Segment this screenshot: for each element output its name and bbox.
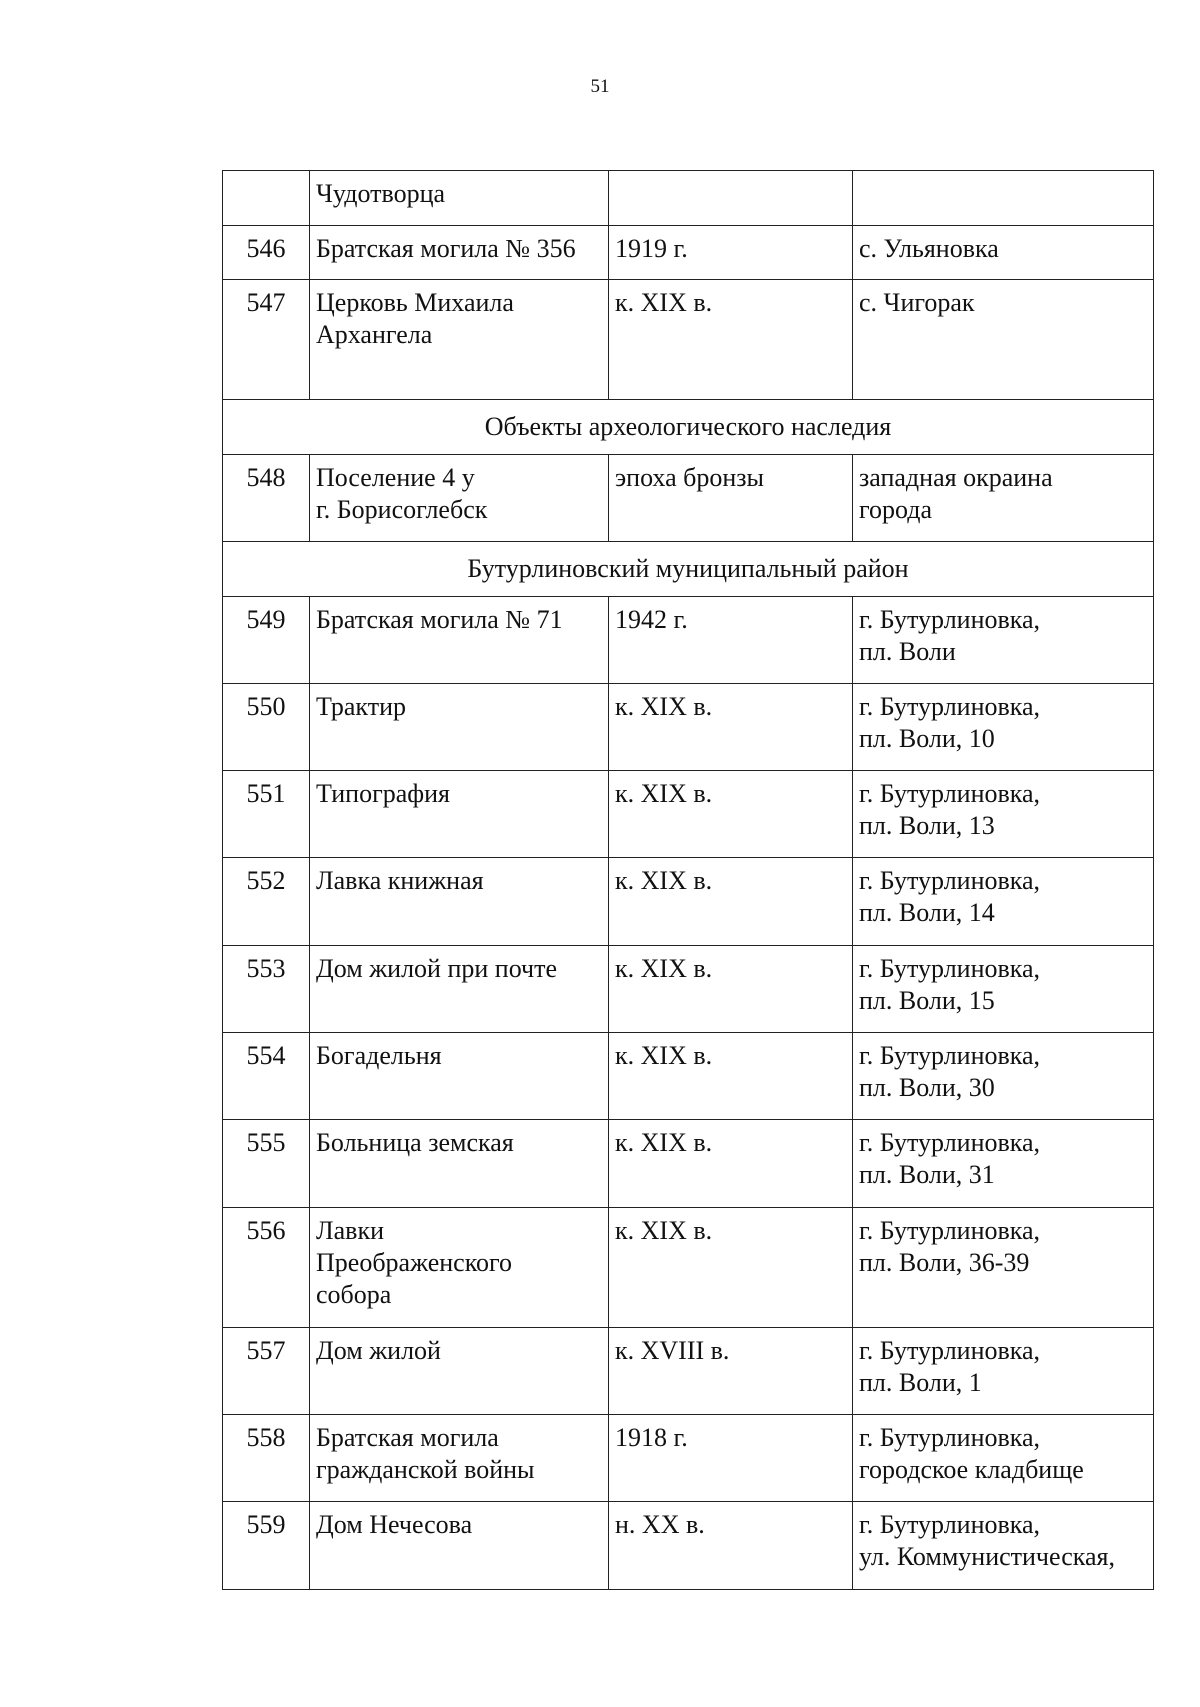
entry-number: 555 — [246, 1128, 286, 1157]
entry-number-cell — [223, 455, 310, 542]
object-date: к. XIX в. — [615, 692, 713, 721]
object-name-cell — [310, 1502, 609, 1590]
object-date-cell — [609, 1033, 853, 1120]
object-date-cell — [609, 1328, 853, 1415]
table-row — [223, 171, 1154, 226]
object-date-cell — [609, 1502, 853, 1590]
object-name: Дом Нечесова — [316, 1510, 473, 1539]
object-location-cell — [853, 280, 1154, 400]
object-name-cell — [310, 1208, 609, 1328]
object-name-cell — [310, 455, 609, 542]
entry-number: 556 — [246, 1216, 286, 1245]
object-name-cell — [310, 597, 609, 684]
section-heading-row — [223, 542, 1154, 597]
entry-number: 553 — [246, 954, 286, 983]
object-name: Больница земская — [316, 1128, 514, 1157]
section-title: Объекты археологического наследия — [223, 400, 1154, 455]
object-location: г. Бутурлиновка, пл. Воли, 30 — [859, 1041, 1041, 1102]
object-name: Дом жилой при почте — [316, 954, 558, 983]
table-row — [223, 1033, 1154, 1120]
object-location: г. Бутурлиновка, пл. Воли, 36-39 — [859, 1216, 1041, 1277]
object-date: к. XIX в. — [615, 779, 713, 808]
object-location: г. Бутурлиновка, пл. Воли, 15 — [859, 954, 1041, 1015]
entry-number: 549 — [246, 605, 286, 634]
entry-number: 552 — [246, 866, 286, 895]
object-name-cell — [310, 684, 609, 771]
object-date-cell — [609, 280, 853, 400]
entry-number: 547 — [246, 288, 286, 317]
object-date-cell — [609, 858, 853, 946]
registry-body — [223, 171, 1154, 1590]
object-location: г. Бутурлиновка, городское кладбище — [859, 1423, 1084, 1484]
entry-number-cell — [223, 858, 310, 946]
entry-number-cell — [223, 946, 310, 1033]
table-row — [223, 597, 1154, 684]
table-row — [223, 858, 1154, 946]
object-date: к. XIX в. — [615, 1041, 713, 1070]
object-location-cell — [853, 771, 1154, 858]
object-location-cell — [853, 1502, 1154, 1590]
entry-number-cell — [223, 1415, 310, 1502]
object-name: Лавки Преображенского собора — [316, 1216, 513, 1309]
entry-number-cell — [223, 171, 310, 226]
table-row — [223, 1120, 1154, 1208]
object-date-cell — [609, 684, 853, 771]
object-date: 1918 г. — [615, 1423, 688, 1452]
entry-number: 546 — [246, 234, 286, 263]
object-name-cell — [310, 1120, 609, 1208]
table-row — [223, 455, 1154, 542]
object-name: Братская могила № 71 — [316, 605, 563, 634]
object-location: с. Ульяновка — [859, 234, 999, 263]
object-date: к. XIX в. — [615, 1128, 713, 1157]
entry-number-cell — [223, 597, 310, 684]
object-location: г. Бутурлиновка, пл. Воли, 1 — [859, 1336, 1041, 1397]
entry-number: 557 — [246, 1336, 286, 1365]
object-name: Церковь Михаила Архангела — [316, 288, 514, 349]
object-location-cell — [853, 1328, 1154, 1415]
object-name-cell — [310, 226, 609, 280]
entry-number: 551 — [246, 779, 286, 808]
object-name-cell — [310, 1328, 609, 1415]
heritage-registry-table — [222, 170, 1154, 1590]
object-location: г. Бутурлиновка, пл. Воли, 31 — [859, 1128, 1041, 1189]
entry-number: 548 — [246, 463, 286, 492]
object-date: н. XX в. — [615, 1510, 705, 1539]
table-row — [223, 1208, 1154, 1328]
object-location: г. Бутурлиновка, пл. Воли, 14 — [859, 866, 1041, 927]
entry-number-cell — [223, 771, 310, 858]
object-location-cell — [853, 1033, 1154, 1120]
object-name: Лавка книжная — [316, 866, 484, 895]
entry-number-cell — [223, 1502, 310, 1590]
object-name-cell — [310, 1415, 609, 1502]
object-name: Братская могила № 356 — [316, 234, 576, 263]
object-name-cell — [310, 1033, 609, 1120]
object-date-cell — [609, 171, 853, 226]
object-location-cell — [853, 455, 1154, 542]
object-date: к. XVIII в. — [615, 1336, 730, 1365]
object-location-cell — [853, 171, 1154, 226]
entry-number-cell — [223, 1328, 310, 1415]
object-name-cell — [310, 858, 609, 946]
entry-number-cell — [223, 1208, 310, 1328]
object-name-cell — [310, 171, 609, 226]
object-location: г. Бутурлиновка, пл. Воли — [859, 605, 1041, 666]
object-name: Чудотворца — [316, 179, 446, 208]
table-row — [223, 771, 1154, 858]
table-row — [223, 1502, 1154, 1590]
object-date-cell — [609, 1208, 853, 1328]
object-location: г. Бутурлиновка, пл. Воли, 13 — [859, 779, 1041, 840]
object-name: Дом жилой — [316, 1336, 441, 1365]
object-date: 1919 г. — [615, 234, 688, 263]
table-row — [223, 1328, 1154, 1415]
object-location: с. Чигорак — [859, 288, 975, 317]
entry-number: 558 — [246, 1423, 286, 1452]
object-date: к. XIX в. — [615, 866, 713, 895]
section-heading-row — [223, 400, 1154, 455]
object-date-cell — [609, 455, 853, 542]
object-location-cell — [853, 226, 1154, 280]
table-row — [223, 684, 1154, 771]
entry-number-cell — [223, 226, 310, 280]
object-date-cell — [609, 597, 853, 684]
object-name: Трактир — [316, 692, 406, 721]
object-date: эпоха бронзы — [615, 463, 765, 492]
entry-number: 554 — [246, 1041, 286, 1070]
object-location: западная окраина города — [859, 463, 1053, 524]
entry-number-cell — [223, 684, 310, 771]
object-location: г. Бутурлиновка, пл. Воли, 10 — [859, 692, 1041, 753]
object-date-cell — [609, 1415, 853, 1502]
object-location-cell — [853, 1120, 1154, 1208]
object-name-cell — [310, 946, 609, 1033]
object-name-cell — [310, 280, 609, 400]
object-date-cell — [609, 226, 853, 280]
entry-number-cell — [223, 1120, 310, 1208]
object-name: Богадельня — [316, 1041, 442, 1070]
object-name: Поселение 4 у г. Борисоглебск — [316, 463, 488, 524]
object-date-cell — [609, 1120, 853, 1208]
object-location-cell — [853, 684, 1154, 771]
object-location: г. Бутурлиновка, ул. Коммунистическая, — [859, 1510, 1115, 1571]
entry-number-cell — [223, 1033, 310, 1120]
entry-number-cell — [223, 280, 310, 400]
object-location-cell — [853, 1208, 1154, 1328]
object-location-cell — [853, 597, 1154, 684]
entry-number: 550 — [246, 692, 286, 721]
object-name-cell — [310, 771, 609, 858]
object-date: к. XIX в. — [615, 954, 713, 983]
table-row — [223, 226, 1154, 280]
table-row — [223, 1415, 1154, 1502]
table-row — [223, 280, 1154, 400]
section-title: Бутурлиновский муниципальный район — [223, 542, 1154, 597]
entry-number: 559 — [246, 1510, 286, 1539]
object-date: 1942 г. — [615, 605, 688, 634]
table-row — [223, 946, 1154, 1033]
object-name: Типография — [316, 779, 450, 808]
page-number: 51 — [590, 76, 610, 97]
object-name: Братская могила гражданской войны — [316, 1423, 535, 1484]
object-location-cell — [853, 946, 1154, 1033]
object-location-cell — [853, 858, 1154, 946]
object-location-cell — [853, 1415, 1154, 1502]
object-date-cell — [609, 946, 853, 1033]
object-date: к. XIX в. — [615, 1216, 713, 1245]
object-date: к. XIX в. — [615, 288, 713, 317]
object-date-cell — [609, 771, 853, 858]
